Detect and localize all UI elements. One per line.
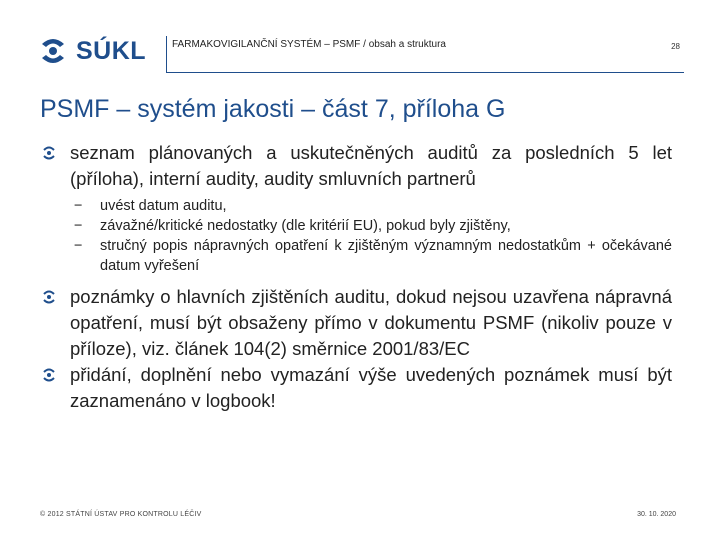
slide-content (40, 140, 672, 414)
bullet-icon (40, 368, 58, 382)
page-number: 28 (671, 42, 680, 51)
bullet-logbook (40, 362, 672, 414)
bullet-audits (40, 140, 672, 192)
sub-item-text: uvést datum auditu, (100, 198, 227, 214)
sub-item (74, 196, 672, 216)
bullet-icon (40, 146, 58, 160)
sub-item-text: závažné/kritické nedostatky (dle kritérií EU), pokud byly zjištěny, (100, 218, 511, 234)
bullet-icon (40, 290, 58, 304)
header-rule (166, 72, 684, 73)
footer-copyright: © 2012 STÁTNÍ ÚSTAV PRO KONTROLU LÉČIV (40, 511, 202, 518)
header-subtitle: FARMAKOVIGILANČNÍ SYSTÉM – PSMF / obsah a struktura (172, 39, 446, 50)
bullet-text: poznámky o hlavních zjištěních auditu, dokud nejsou uzavřena nápravná opatření, musí být obsaženy přímo v dokumentu PSMF (nikoliv pouze v příloze), viz. článek 104(2) směrnice 2001/83/EC (70, 286, 672, 359)
sub-marker: − (74, 238, 83, 254)
sub-marker: − (74, 218, 83, 234)
sub-item (74, 236, 672, 276)
bullet-text: seznam plánovaných a uskutečněných auditů za posledních 5 let (příloha), interní audity, audity smluvních partnerů (70, 142, 672, 189)
sub-item (74, 216, 672, 236)
sub-marker: − (74, 198, 83, 214)
header-divider (166, 36, 167, 72)
slide-title: PSMF – systém jakosti – část 7, příloha G (40, 95, 506, 123)
bullet-text: přidání, doplnění nebo vymazání výše uvedených poznámek musí být zaznamenáno v logbook! (70, 364, 672, 411)
sukl-logo-icon (36, 36, 70, 66)
footer-date: 30. 10. 2020 (637, 511, 676, 518)
sub-item-text: stručný popis nápravných opatření k zjištěným významným nedostatkům + očekávané datum vyřešení (100, 238, 672, 274)
logo-text: SÚKL (76, 36, 147, 65)
bullet-notes (40, 284, 672, 362)
sukl-logo (36, 34, 156, 68)
sub-list (74, 196, 672, 276)
